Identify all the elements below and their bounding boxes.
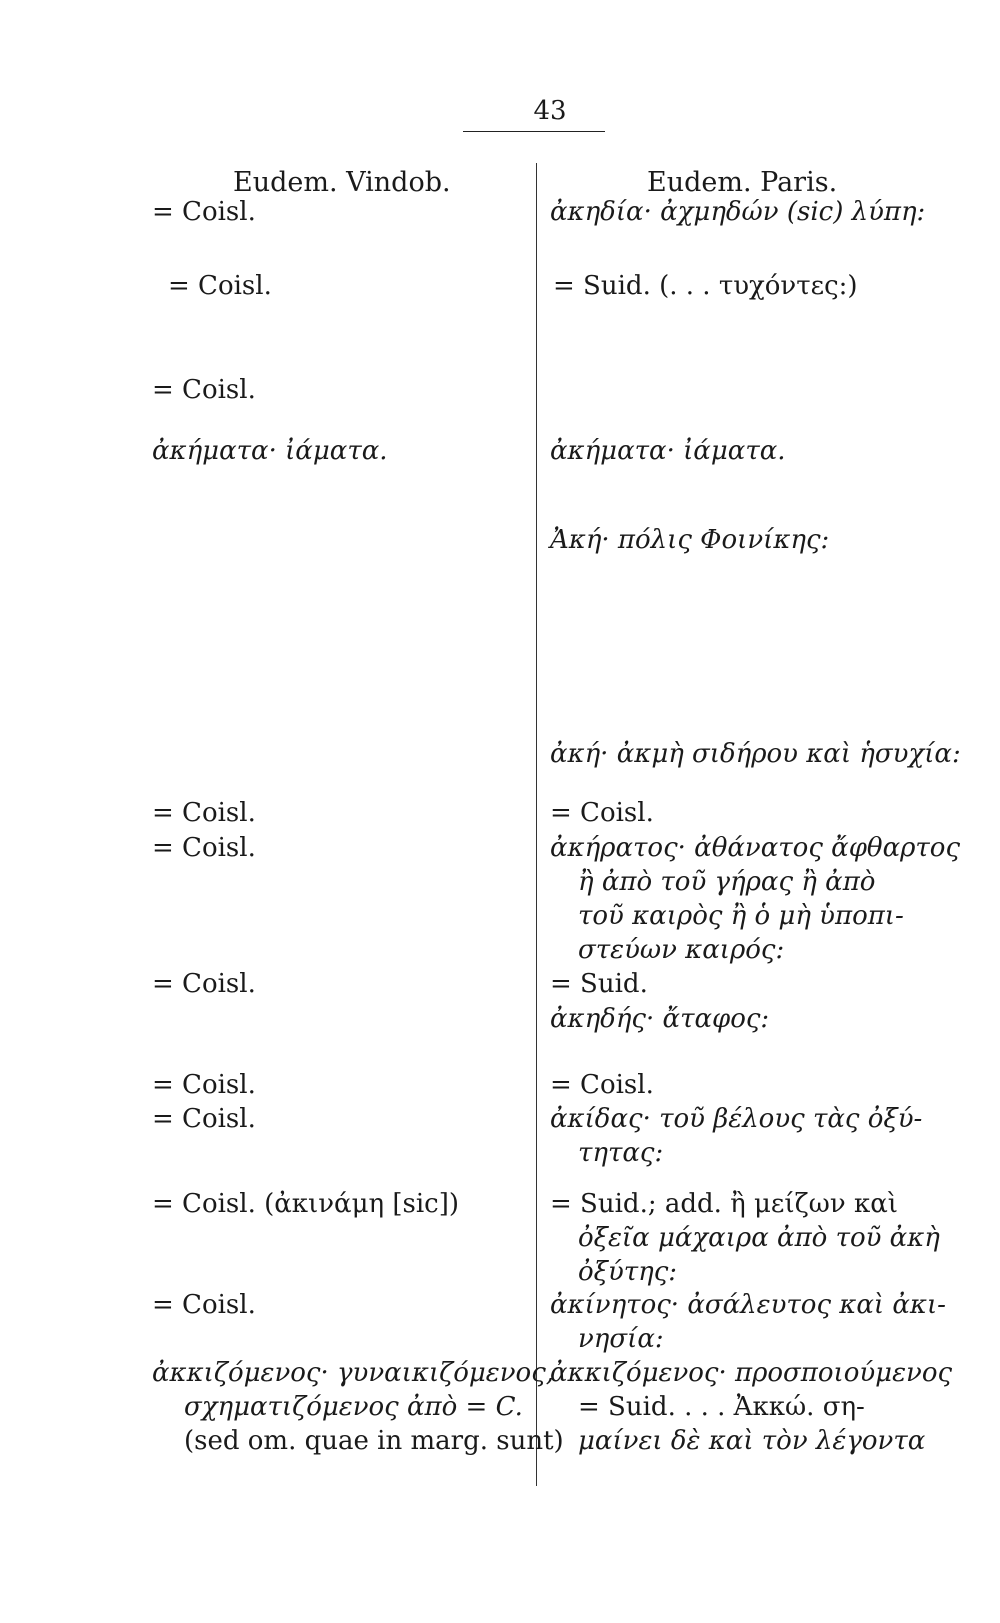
header-rule bbox=[463, 131, 605, 132]
left-line: (sed om. quae in marg. sunt) bbox=[184, 1426, 564, 1456]
right-line: ἀκήματα· ἰάματα. bbox=[550, 436, 786, 466]
right-line: = Suid.; add. ἢ μείζων καὶ bbox=[550, 1189, 898, 1219]
left-line: σχηματιζόμενος ἀπὸ = C. bbox=[184, 1392, 523, 1422]
right-line: = Suid. (. . . τυχόντες:) bbox=[553, 271, 858, 301]
right-line: = Suid. bbox=[550, 969, 648, 999]
right-line: ἀκίδας· τοῦ βέλους τὰς ὀξύ- bbox=[550, 1104, 923, 1134]
left-line: = Coisl. bbox=[152, 1290, 256, 1320]
left-line: ἀκκιζόμενος· γυναικιζόμενος, bbox=[152, 1358, 555, 1388]
right-line: τητας: bbox=[578, 1138, 664, 1168]
right-line: ἀκή· ἀκμὴ σιδήρου καὶ ἡσυχία: bbox=[550, 739, 961, 769]
right-line: νησία: bbox=[578, 1324, 664, 1354]
right-line: ἢ ἀπὸ τοῦ γήρας ἢ ἀπὸ bbox=[578, 867, 876, 897]
left-line: = Coisl. bbox=[152, 197, 256, 227]
left-line: = Coisl. bbox=[152, 1070, 256, 1100]
right-line: = Suid. . . . Ἀκκώ. ση- bbox=[578, 1392, 865, 1422]
left-line: = Coisl. bbox=[152, 1104, 256, 1134]
right-column-header: Eudem. Paris. bbox=[647, 167, 838, 198]
right-line: ὀξεῖα μάχαιρα ἀπὸ τοῦ ἀκὴ bbox=[578, 1223, 940, 1253]
right-line: ἀκήρατος· ἀθάνατος ἄφθαρτος bbox=[550, 833, 961, 863]
right-line: ἀκηδία· ἀχμηδών (sic) λύπη: bbox=[550, 197, 926, 227]
right-line: ὀξύτης: bbox=[578, 1257, 678, 1287]
left-line: = Coisl. bbox=[152, 375, 256, 405]
right-line: = Coisl. bbox=[550, 798, 654, 828]
left-line: ἀκήματα· ἰάματα. bbox=[152, 436, 388, 466]
right-line: ἀκκιζόμενος· προσποιούμενος bbox=[550, 1358, 953, 1388]
left-line: = Coisl. (ἀκινάμη [sic]) bbox=[152, 1189, 459, 1219]
right-line: μαίνει δὲ καὶ τὸν λέγοντα bbox=[578, 1426, 926, 1456]
right-line: = Coisl. bbox=[550, 1070, 654, 1100]
left-line: = Coisl. bbox=[152, 798, 256, 828]
page-number: 43 bbox=[533, 96, 567, 126]
left-line: = Coisl. bbox=[168, 271, 272, 301]
right-line: τοῦ καιρὸς ἢ ὁ μὴ ὑποπι- bbox=[578, 901, 904, 931]
left-line: = Coisl. bbox=[152, 833, 256, 863]
right-line: στεύων καιρός: bbox=[578, 935, 785, 965]
left-line: = Coisl. bbox=[152, 969, 256, 999]
column-divider bbox=[536, 163, 537, 1486]
right-line: ἀκίνητος· ἀσάλευτος καὶ ἀκι- bbox=[550, 1290, 946, 1320]
right-line: Ἀκή· πόλις Φοινίκης: bbox=[550, 525, 830, 555]
left-column-header: Eudem. Vindob. bbox=[233, 167, 451, 198]
right-line: ἀκηδής· ἄταφος: bbox=[550, 1004, 770, 1034]
